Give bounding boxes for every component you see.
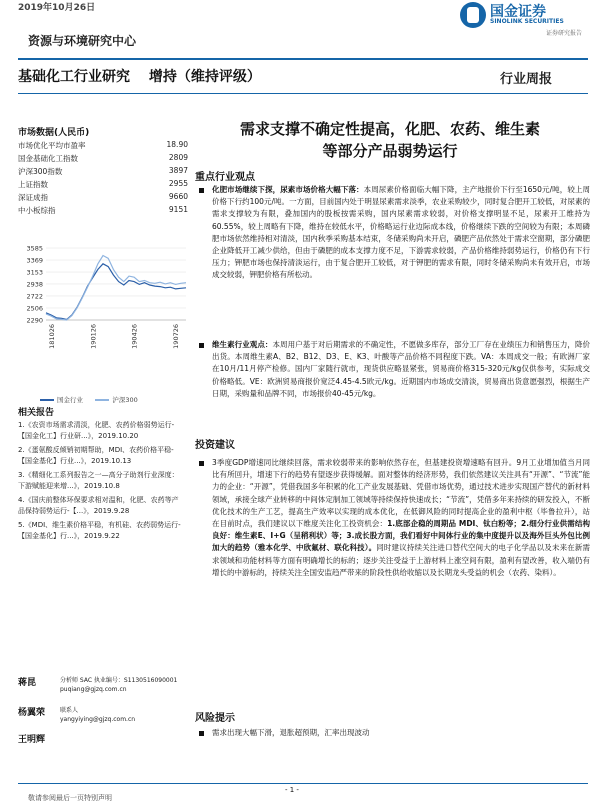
related-report-item[interactable]: 5.《MDI、维生素价格平稳，有机硅、农药弱势运行-【国金基化】行...》，2019.9.22 — [18, 521, 181, 540]
title-line-1: 需求支撑不确定性提高，化肥、农药、维生素 — [239, 120, 540, 138]
header-divider — [18, 58, 588, 60]
section-risk: 风险提示 — [195, 713, 235, 724]
rating: 增持（维持评级） — [148, 69, 261, 85]
report-category: 行业周报 — [500, 72, 553, 87]
y-tick-label: 3369 — [26, 256, 43, 265]
y-tick-label: 2506 — [26, 304, 43, 313]
section-advice: 投资建议 — [195, 440, 235, 451]
report-title — [192, 118, 588, 162]
x-tick-label: 190126 — [89, 324, 98, 349]
market-row: 上证指数 2955 — [18, 179, 188, 189]
market-row: 深证成指 9660 — [18, 192, 188, 202]
index-chart — [14, 240, 194, 400]
brand-name-cn: 国金证券 — [490, 4, 546, 20]
footer-divider — [18, 783, 588, 784]
x-tick-label: 181026 — [48, 324, 56, 349]
y-tick-label: 3585 — [26, 244, 43, 253]
y-tick-label: 2290 — [26, 316, 43, 325]
bullet-icon — [199, 188, 204, 193]
bullet-icon — [199, 343, 204, 348]
market-data-title: 市场数据(人民币) — [18, 128, 90, 138]
brand-subtitle: 证券研究报告 — [546, 30, 583, 37]
report-date: 2019年10月26日 — [18, 3, 96, 13]
x-tick-label: 190426 — [130, 324, 139, 349]
related-report-item[interactable]: 2.《蛋氨酸反倾销初期帮助，MDI、农药价格平稳-【国金基化】行业...》，2019.10.13 — [18, 446, 174, 465]
header-divider-2 — [18, 93, 588, 94]
brand-mark-icon — [460, 2, 486, 28]
analyst-name: 杨翼荣 — [18, 708, 46, 718]
chart-legend — [40, 395, 138, 404]
legend-label-hs300: 沪深300 — [112, 396, 138, 404]
report-type: 基础化工行业研究 — [18, 69, 130, 85]
paragraph-advice: 3季度GDP增速同比继续回落，需求较弱带来的影响依然存在，但基建投资增速略有回升。9月工业增加值当月同比有所回升，增速下行的趋势有望逐步获得缓解。面对整体的经济形势，我们依然建议关注具有“开源”、“节流”能力的企业：“开源”，凭借我国多年积累的化工产业发展基础、凭借市场优势，通过技术进步实现国产替代的新材料领域，承接全球产业转移的中间体定制加工领域等持续保持快速成长；“节流”，凭借多年来持续的研发投入，不断优化技术的生产工艺，提高生产效率以实现的成本优化，在低御风险的同时提高企业的盈利中枢（毕鲁拉升），站在目前时点，我们建议以下维度关注化工投资机会：1.底部企稳的周期品 MDI、钛白粉等；2.细分行业供需结构良好：维生素E、I+G（呈稍利状）等；3.成长股方面，我们看好中间体行业的集中度提升以及海外巨头外包比例加大的趋势（雅本化学、中欣氟材、联化科技）。同时建议持续关注进口替代空间大的电子化学品以及未来在新需求领域和功能材料等方面有明确增长的标的；逐步关注受益于上游材料上涨空间有限，盈利有望改善，收入端仍有增长的中游标的，持续关注全国安监趋严带来的阶段性供给收缩以及长期龙头受益的机会（农药、染料）。 — [212, 458, 590, 577]
x-tick-label: 190726 — [172, 324, 180, 349]
y-tick-label: 2938 — [26, 280, 43, 289]
page-number: - 1 - — [285, 786, 299, 794]
market-row: 沪深300指数 3897 — [18, 166, 188, 176]
footer-disclaimer: 敬请参阅最后一页特别声明 — [28, 794, 112, 802]
paragraph-risk: 需求出现大幅下滑，退胀超预期，汇率出现波动 — [212, 728, 370, 737]
analyst-name: 蒋昆 — [18, 678, 37, 688]
analyst-name: 王明辉 — [18, 735, 46, 745]
bullet-icon — [199, 461, 204, 466]
analyst-info: 分析师 SAC 执业编号：S1130516090001 puqiang@gjzq.com.cn — [60, 677, 178, 693]
paragraph-fertilizer: 化肥市场继续下探，尿素市场价格大幅下落：本周尿素价格面临大幅下降，主产地报价下行至1650元/吨，较上周价格下行约100元/吨。一方面，目前国内处于明显尿素需求淡季，农业采购较少，同时复合肥开工较低，对尿素的需求支撑较为有限，叠加国内的股板按需采购，国内尿素需求较弱，对价格支撑明显不足，尿素开工维持为60.55%，较上周略有下降，维持在较低水平，价格略运行业边际成本线，价格继续下跌的空间较为有限；本周磷肥市场依然维持相对清淡，国内秋季采购基本结束，冬储采购尚未开启，磷肥产品依然处于需求空窗期，部分磷肥企业降低开工减少供给，但由于磷肥的成本支撑力度不足，下游需求较弱，产品价格维持弱势运行，价格仍有下行压力；钾肥市场也保持清淡运行，由于复合肥开工较低，对于钾肥的需求有限，同时冬储采购尚未有效开启，市场成交较弱，钾肥价格有所松动。 — [212, 185, 590, 280]
report-type-line — [18, 66, 275, 86]
brand-logo — [460, 2, 590, 37]
y-tick-label: 3153 — [26, 268, 43, 277]
related-report-item[interactable]: 1.《农资市场需求清淡，化肥、农药价格弱势运行-【国金化工】行业研...》，2019.10.20 — [18, 421, 175, 440]
market-row: 中小板综指 9151 — [18, 205, 188, 215]
bullet-icon — [199, 731, 204, 736]
related-reports-title: 相关报告 — [18, 408, 55, 418]
brand-name-en: SINOLINK SECURITIES — [490, 18, 564, 25]
section-key-points: 重点行业观点 — [195, 172, 255, 183]
related-report-item[interactable]: 4.《国庆前整体环保要求相对温和，化肥、农药等产品保持弱势运行-【...》，2019.9.28 — [18, 496, 179, 515]
legend-label-industry: 国金行业 — [57, 396, 83, 404]
related-report-item[interactable]: 3.《精细化工系列报告之一—高分子助剂行业深度：下游赋能迎来增...》，2019.10.8 — [18, 471, 179, 490]
analyst-info: 联系人 yangyiying@gjzq.com.cn — [60, 707, 136, 723]
market-row: 国金基础化工指数 2809 — [18, 153, 188, 163]
legend-swatch-hs300 — [95, 399, 109, 401]
market-row: 市场优化平均市盈率 18.90 — [18, 140, 188, 150]
title-line-2: 等部分产品弱势运行 — [322, 142, 458, 160]
legend-swatch-industry — [40, 399, 54, 401]
y-tick-label: 2722 — [26, 292, 43, 301]
paragraph-vitamin: 维生素行业观点：本周用户基于对后期需求的不确定性，不愿做多库存，部分工厂存在业绩压力和销售压力，降价出货。本周维生素A、B2、B12、D3、E、K3、叶酸等产品价格不同程度下跌。VA：本周成交一般；有欧洲厂家在10月/11月停产检修。国内厂家随行就市，现货供应略显紧张，贸易商价格315-320元/kg仅供参考，实际成交价格略低。VE：欧洲贸易商报价宽泛4.45-4.5欧元/kg。近期国内市场成交清淡，贸易商出货意愿强烈，根据生产日期，采购量和品牌不同，市场报价40-45元/kg。 — [212, 340, 591, 398]
research-center: 资源与环境研究中心 — [28, 34, 137, 48]
